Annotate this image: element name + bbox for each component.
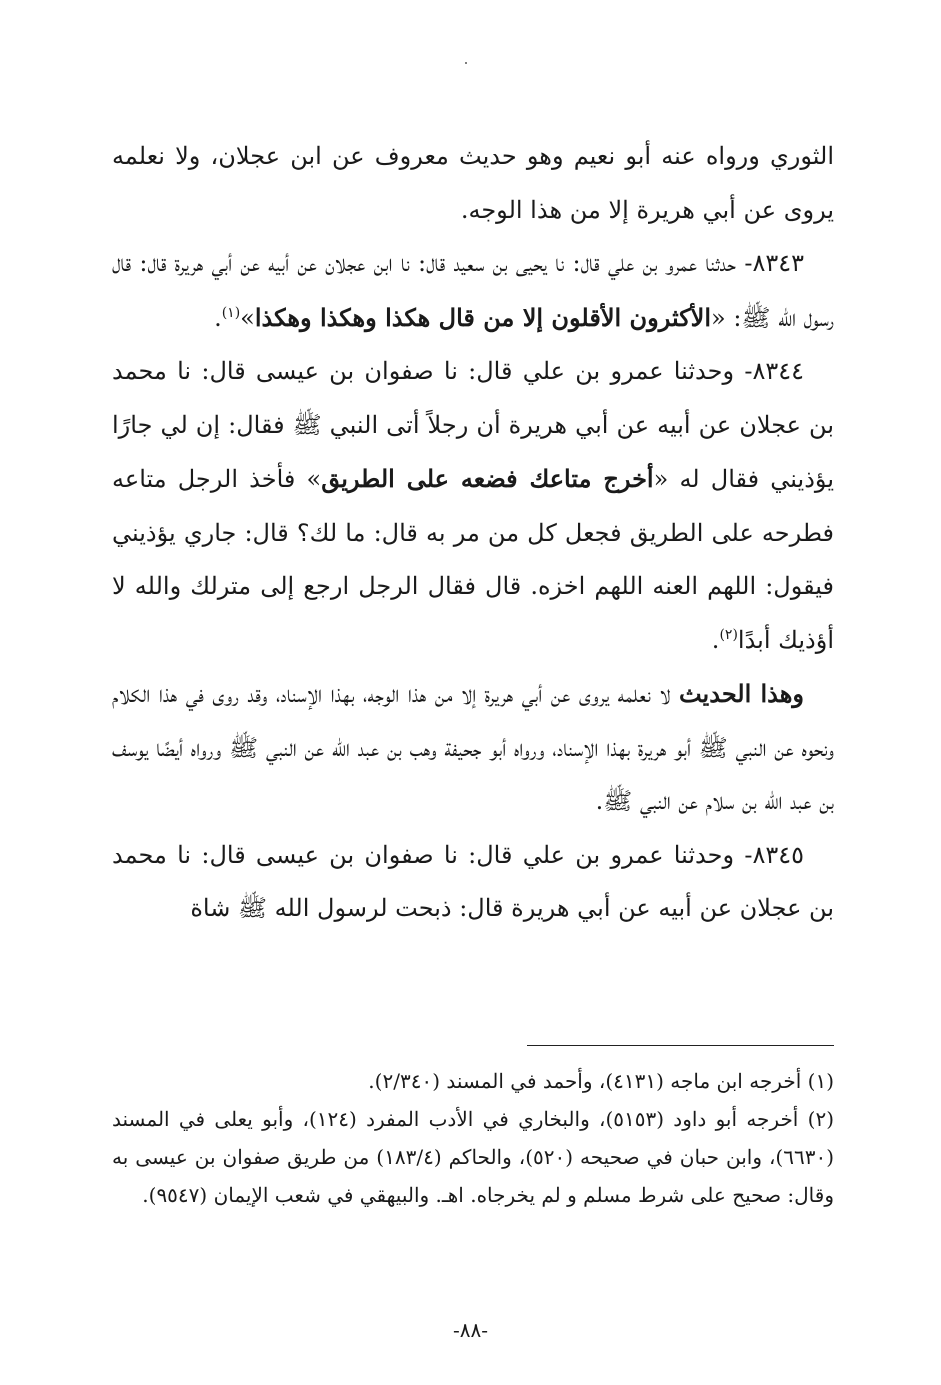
footnote-separator	[527, 1045, 834, 1046]
hadith-8345	[112, 829, 834, 936]
scan-speck	[465, 62, 467, 64]
text-run: لا نعلمه يروى عن أبي هريرة إلا من هذا الوجه، بهذا الإسناد، وقد روى في هذا الكلام ونحوه عن النبي ﷺ أبو هريرة بهذا الإسناد، ورواه أبو جحيفة وهب بن عبد الله عن النبي ﷺ ورواه أيضًا يوسف بن عبد الله بن سلام عن النبي ﷺ.	[112, 680, 834, 815]
footnote-1: (١) أخرجه ابن ماجه (٤١٣١)، وأحمد في المسند (٢/٣٤٠).	[368, 1069, 834, 1093]
bold-text: الأكثرون الأقلون إلا من قال هكذا وهكذا وهكذا	[254, 302, 712, 332]
text-run: .	[711, 625, 720, 654]
footnote-ref: (٢)	[719, 626, 738, 643]
bold-text: وهذا الحديث	[678, 679, 805, 708]
hadith-8343	[112, 237, 834, 345]
hadith-8344	[112, 345, 834, 667]
footnote-ref: (١)	[221, 304, 241, 321]
text-run: .	[214, 303, 222, 332]
commentary-paragraph	[112, 667, 834, 829]
text-run: ٨٣٤٥- وحدثنا عمرو بن علي قال: نا صفوان بن عيسى قال: نا محمد بن عجلان عن أبيه عن أبي هريرة قال: ذبحت لرسول الله ﷺ شاة	[112, 840, 834, 922]
paragraph	[112, 130, 834, 237]
bold-text: أخرج متاعك فضعه على الطريق	[321, 464, 654, 493]
text-run: »	[240, 303, 255, 332]
text-run: ٨٣٤٤- وحدثنا عمرو بن علي قال: نا صفوان بن عيسى قال: نا محمد بن عجلان عن أبيه عن أبي هريرة أن رجلاً أتى النبي ﷺ فقال: إن لي جارًا يؤذيني فقال له «	[112, 357, 834, 493]
footnotes	[112, 1062, 834, 1214]
main-text	[112, 130, 834, 936]
footnote-2: (٢) أخرجه أبو داود (٥١٥٣)، والبخاري في الأدب المفرد (١٢٤)، وأبو يعلى في المسند (٦٦٣٠)، وابن حبان في صحيحه (٥٢٠)، والحاكم (١٨٣/٤) من طريق صفوان بن عيسى به وقال: صحيح على شرط مسلم و لم يخرجاه. اهـ. والبيهقي في شعب الإيمان (٩٥٤٧).	[112, 1107, 835, 1207]
text-run: » فأخذ الرجل متاعه فطرحه على الطريق فجعل كل من مر به قال: ما لك؟ قال: جاري يؤذيني فيقول: اللهم العنه اللهم اخزه. قال فقال الرجل ارجع إلى مترلك والله لا أؤذيك أبدًا	[112, 465, 834, 654]
text-run: الثوري ورواه عنه أبو نعيم وهو حديث معروف عن ابن عجلان، ولا نعلمه يروى عن أبي هريرة إلا من هذا الوجه.	[112, 142, 834, 224]
text-run: ٨٣٤٣- حدثنا عمرو بن علي قال: نا يحيى بن سعيد قال: نا ابن عجلان عن أبيه عن أبي هريرة قال: قال رسول الله ﷺ: «	[112, 249, 834, 332]
page-number: -٨٨-	[452, 1318, 488, 1342]
